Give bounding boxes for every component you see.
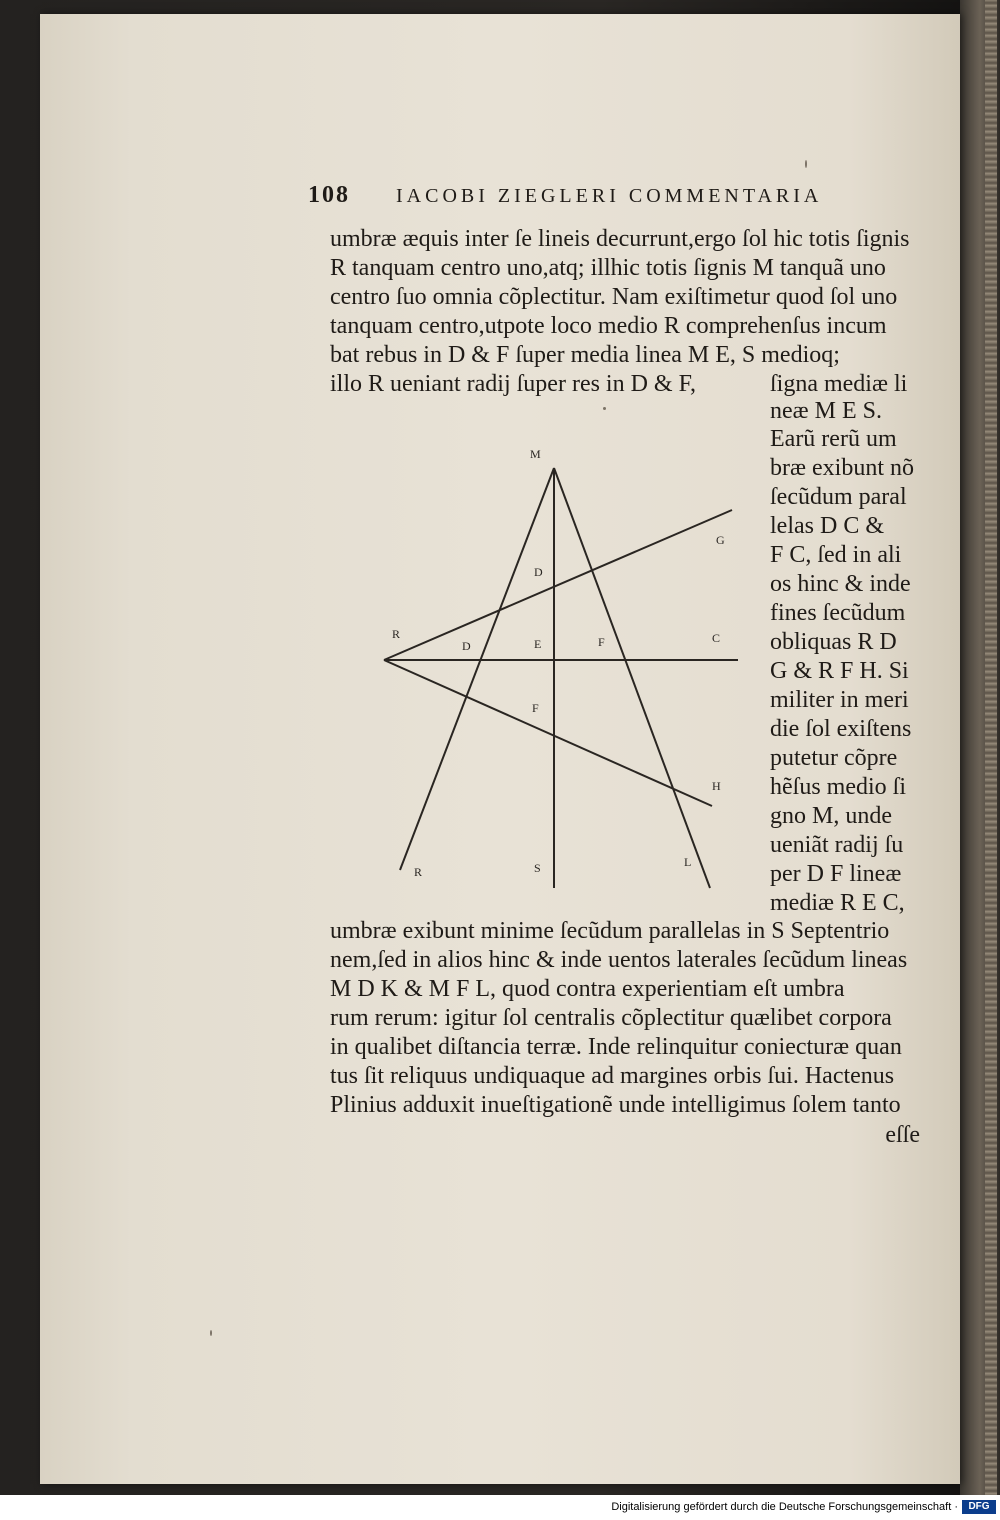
- column-line: ſecũdum paral: [770, 484, 907, 510]
- label-d-mid: D: [462, 639, 471, 653]
- text-line: Plinius adduxit inueſtigationẽ unde intelligimus ſolem tanto: [330, 1092, 901, 1118]
- label-e: E: [534, 637, 542, 651]
- column-line: obliquas R D: [770, 629, 897, 655]
- label-f-lower: F: [532, 701, 539, 715]
- column-line: G & R F H. Si: [770, 658, 909, 684]
- column-line: hẽſus medio ſi: [770, 774, 906, 800]
- label-m: M: [530, 447, 541, 461]
- column-line: militer in meri: [770, 687, 909, 713]
- label-d-upper: D: [534, 565, 543, 579]
- text-line: M D K & M F L, quod contra experientiam eſt umbra: [330, 976, 845, 1002]
- text-line: rum rerum: igitur ſol centralis cõplectitur quælibet corpora: [330, 1005, 892, 1031]
- column-line: ſigna mediæ li: [770, 371, 908, 397]
- page-number: 108: [308, 182, 350, 208]
- text-line: in qualibet diſtancia terræ. Inde relinquitur coniecturæ quan: [330, 1034, 902, 1060]
- label-c: C: [712, 631, 721, 645]
- column-line: F C, ſed in ali: [770, 542, 902, 568]
- label-f-mid: F: [598, 635, 605, 649]
- page-header: [308, 182, 898, 222]
- column-line: bræ exibunt nõ: [770, 455, 914, 481]
- text-line: nem,ſed in alios hinc & inde uentos laterales ſecũdum lineas: [330, 947, 908, 973]
- line-m-d-k: [400, 468, 554, 870]
- text-line: illo R ueniant radij ſuper res in D & F,: [330, 371, 697, 397]
- column-line: os hinc & inde: [770, 571, 911, 597]
- text-line: tanquam centro,utpote loco medio R comprehenſus incum: [330, 313, 887, 339]
- column-line: die ſol exiſtens: [770, 716, 912, 742]
- column-line: fines ſecũdum: [770, 600, 906, 626]
- column-line: lelas D C &: [770, 513, 884, 539]
- geometric-diagram: [340, 430, 760, 900]
- label-r-left: R: [392, 627, 401, 641]
- paper-speck: [805, 160, 807, 168]
- paper-speck: [210, 1330, 212, 1336]
- line-m-f-l: [554, 468, 710, 888]
- text-line: tus ſit reliquus undiquaque ad margines orbis ſui. Hactenus: [330, 1063, 895, 1089]
- column-line: Earũ rerũ um: [770, 426, 897, 452]
- paper-speck: [603, 407, 606, 410]
- text-line: bat rebus in D & F ſuper media linea M E, S medioq;: [330, 342, 840, 368]
- label-h: H: [712, 779, 721, 793]
- digitization-footer: [0, 1495, 1000, 1520]
- column-line: mediæ R E C,: [770, 890, 905, 916]
- label-g: G: [716, 533, 725, 547]
- text-line: umbræ æquis inter ſe lineis decurrunt,ergo ſol hic totis ſignis: [330, 226, 910, 252]
- label-s: S: [534, 861, 541, 875]
- label-l: L: [684, 855, 692, 869]
- line-r-d-g: [384, 510, 732, 660]
- dfg-logo: DFG: [962, 1500, 996, 1514]
- text-line: centro ſuo omnia cõplectitur. Nam exiſtimetur quod ſol uno: [330, 284, 898, 310]
- column-line: gno M, unde: [770, 803, 892, 829]
- text-line: umbræ exibunt minime ſecũdum parallelas in S Septentrio: [330, 918, 890, 944]
- running-title: IACOBI ZIEGLERI COMMENTARIA: [396, 185, 823, 207]
- label-r-bottom: R: [414, 865, 423, 879]
- column-line: per D F lineæ: [770, 861, 902, 887]
- column-line: neæ M E S.: [770, 398, 883, 424]
- text-line: R tanquam centro uno,atq; illhic totis ſignis M tanquã uno: [330, 255, 886, 281]
- column-line: putetur cõpre: [770, 745, 898, 771]
- catchword: eſſe: [885, 1122, 920, 1148]
- column-line: ueniãt radij ſu: [770, 832, 904, 858]
- footer-text: Digitalisierung gefördert durch die Deutsche Forschungsgemeinschaft ·: [611, 1501, 958, 1513]
- page-edges: [985, 0, 997, 1495]
